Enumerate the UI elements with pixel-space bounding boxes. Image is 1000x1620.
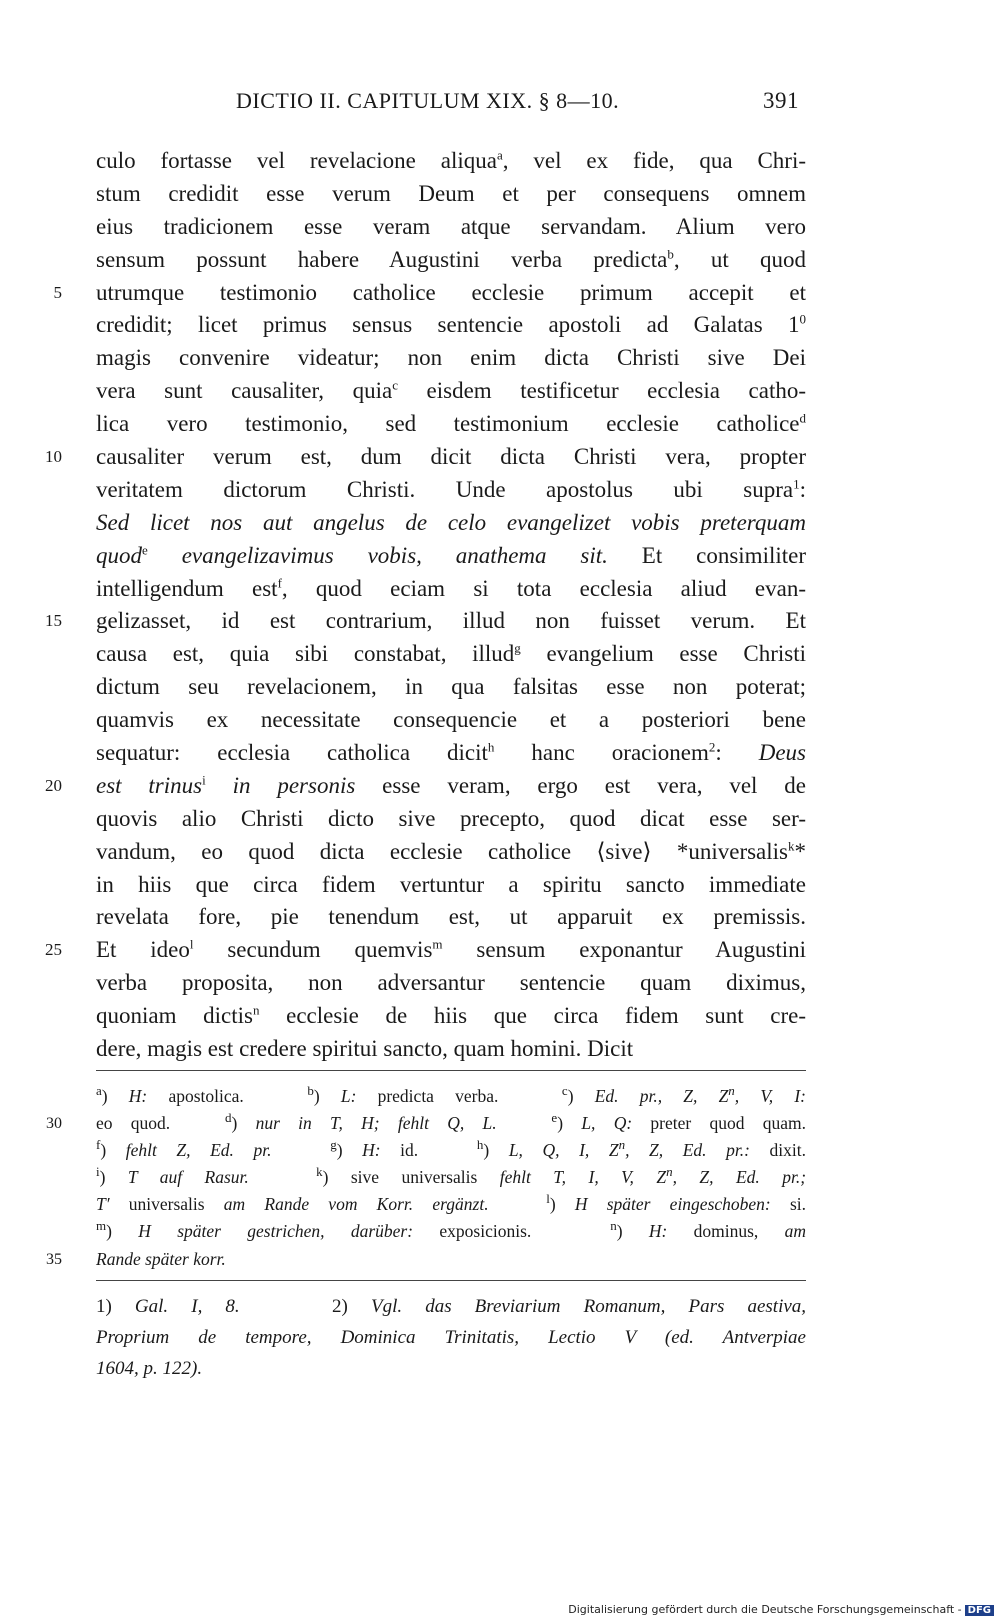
- body-line: [96, 967, 806, 1000]
- body-line: [96, 638, 806, 671]
- body-line: [96, 145, 806, 178]
- body-line-text: quoniam dictis$^n$ ecclesie de hiis que circa fidem sunt cre-: [96, 1002, 806, 1029]
- body-line-text: eius tradicionem esse veram atque servandam. Alium vero: [96, 213, 806, 239]
- body-line-text: quamvis ex necessitate consequencie et a posteriori bene: [96, 707, 806, 733]
- apparatus-line-text: $^f$) fehlt Z, Ed. pr. $^g$) H: id. $^h$) L, Q, I, $Z^n$, Z, Ed. pr.: dixit.: [96, 1137, 807, 1161]
- footnote-line-text: 1604, p. 122).: [96, 1358, 203, 1379]
- body-line: [96, 408, 806, 441]
- body-line-text: quovis alio Christi dicto sive precepto, quod dicat esse ser-: [96, 805, 806, 831]
- main-text: [45, 145, 807, 1066]
- line-number: 35: [46, 1250, 62, 1268]
- line-number: 30: [46, 1115, 62, 1133]
- body-line-text: Et ideo$^l$ secundum quemvis$^m$ sensum exponantur Augustini: [96, 936, 806, 963]
- body-line-text: quod$^e$ evangelizavimus vobis, anathema sit. Et consimiliter: [96, 542, 806, 568]
- body-line: [96, 803, 806, 836]
- body-line-text: est trinus$^i$ in personis esse veram, ergo est vera, vel de: [96, 772, 807, 798]
- body-line: [45, 770, 807, 803]
- body-line-text: gelizasset, id est contrarium, illud non fuisset verum. Et: [96, 608, 806, 634]
- body-line-text: sensum possunt habere Augustini verba predicta$^b$, ut quod: [96, 246, 806, 272]
- body-line-text: stum credidit esse verum Deum et per consequens omnem: [96, 180, 806, 206]
- line-number: 15: [45, 611, 62, 631]
- apparatus-line-text: $^m$) H später gestrichen, darüber: exposicionis. $^n$) H: dominus, am: [96, 1218, 806, 1242]
- dfg-logo: DFG: [965, 1605, 994, 1616]
- body-line-text: intelligendum est$^f$, quod eciam si tota ecclesia aliud evan-: [96, 574, 806, 601]
- apparatus-line: [96, 1137, 806, 1164]
- apparatus-line-text: eo quod. $^d$) nur in T, H; fehlt Q, L. $^e$) L, Q: preter quod quam.: [96, 1110, 807, 1134]
- body-line-text: vera sunt causaliter, quia$^c$ eisdem testificetur ecclesia catho-: [96, 377, 806, 404]
- body-line-text: sequatur: ecclesia catholica dicit$^h$ hanc oracionem$^2$: Deus: [96, 739, 807, 766]
- running-header: [0, 88, 1000, 122]
- body-line-text: veritatem dictorum Christi. Unde apostolus ubi supra$^1$:: [96, 476, 806, 502]
- footnote-line-text: Proprium de tempore, Dominica Trinitatis, Lectio V (ed. Antverpiae: [96, 1327, 806, 1348]
- body-line: [96, 474, 806, 507]
- footnote-line: [96, 1322, 806, 1353]
- apparatus-line-text: $^a$) H: apostolica. $^b$) L: predicta verba. $^c$) Ed. pr., Z, $Z^n$, V, I:: [96, 1083, 807, 1106]
- body-line-text: Sed licet nos aut angelus de celo evangelizet vobis preterquam: [96, 509, 806, 535]
- body-line: [53, 277, 806, 310]
- body-line-text: revelata fore, pie tenendum est, ut apparuit ex premissis.: [96, 904, 806, 930]
- body-line-text: magis convenire videatur; non enim dicta Christi sive Dei: [96, 345, 806, 371]
- body-line: [96, 836, 806, 869]
- body-line-text: vandum, eo quod dicta ecclesie catholice ⟨sive⟩ *universalis$^k$*: [96, 838, 806, 864]
- body-line-text: utrumque testimonio catholice ecclesie primum accepit et: [96, 279, 806, 305]
- body-line-text: culo fortasse vel revelacione aliqua$^a$, vel ex fide, qua Chri-: [96, 147, 806, 173]
- line-number: 5: [53, 282, 62, 302]
- body-line-text: credidit; licet primus sensus sentencie apostoli ad Galatas $1^0$: [96, 311, 806, 338]
- body-line: [96, 901, 806, 934]
- body-line-text: causaliter verum est, dum dicit dicta Christi vera, propter: [96, 444, 806, 470]
- apparatus-line: [46, 1110, 807, 1137]
- apparatus-line: [96, 1218, 806, 1245]
- body-line: [96, 869, 806, 902]
- footnote-line-text: 1) Gal. I, 8. 2) Vgl. das Breviarium Romanum, Pars aestiva,: [96, 1296, 807, 1317]
- body-line-text: in hiis que circa fidem vertuntur a spiritu sancto immediate: [96, 871, 806, 897]
- body-line: [96, 1000, 806, 1033]
- body-line: [96, 507, 806, 540]
- digitization-credit: [568, 1603, 994, 1616]
- body-line: [45, 441, 806, 474]
- body-line: [96, 244, 806, 277]
- body-line-text: verba proposita, non adversantur sentencie quam diximus,: [96, 970, 806, 996]
- body-line-text: dere, magis est credere spiritui sancto, quam homini. Dicit: [96, 1036, 634, 1062]
- body-line: [96, 540, 806, 573]
- body-line-text: dictum seu revelacionem, in qua falsitas esse non poterat;: [96, 674, 806, 700]
- body-line: [96, 573, 806, 606]
- footnotes: [96, 1291, 806, 1384]
- footnote-line: [96, 1353, 806, 1384]
- line-number: 10: [45, 447, 62, 467]
- body-line: [96, 704, 806, 737]
- line-number: 20: [45, 775, 62, 795]
- footnote-line: [96, 1291, 806, 1322]
- apparatus-line-text: $^i$) T auf Rasur. $^k$) sive universalis fehlt T, I, V, $Z^n$, Z, Ed. pr.;: [96, 1164, 807, 1188]
- body-line: [96, 309, 806, 342]
- apparatus-divider: [96, 1070, 806, 1071]
- body-line: [96, 671, 806, 704]
- line-number: 25: [45, 940, 62, 960]
- body-line: [96, 375, 806, 408]
- apparatus-line: [96, 1191, 806, 1218]
- credit-text: Digitalisierung gefördert durch die Deutsche Forschungsgemeinschaft -: [568, 1603, 962, 1616]
- critical-apparatus: [46, 1083, 807, 1273]
- body-line: [96, 1033, 806, 1066]
- running-title: DICTIO II. CAPITULUM XIX. § 8—10.: [236, 88, 620, 113]
- apparatus-line-text: T′ universalis am Rande vom Korr. ergänzt. $^l$) H später eingeschoben: si.: [96, 1191, 807, 1215]
- body-line: [45, 934, 806, 967]
- body-line: [96, 342, 806, 375]
- apparatus-line: [96, 1083, 806, 1110]
- body-line-text: causa est, quia sibi constabat, illud$^g$ evangelium esse Christi: [96, 640, 806, 667]
- apparatus-line-text: Rande später korr.: [96, 1248, 226, 1269]
- body-line: [45, 605, 806, 638]
- footnote-divider: [96, 1280, 806, 1281]
- page-number: 391: [763, 88, 799, 113]
- apparatus-line: [96, 1164, 806, 1191]
- body-line: [96, 178, 806, 211]
- body-line: [96, 211, 806, 244]
- apparatus-line: [46, 1246, 806, 1273]
- body-line-text: lica vero testimonio, sed testimonium ecclesie catholice$^d$: [96, 410, 806, 437]
- body-line: [96, 737, 806, 770]
